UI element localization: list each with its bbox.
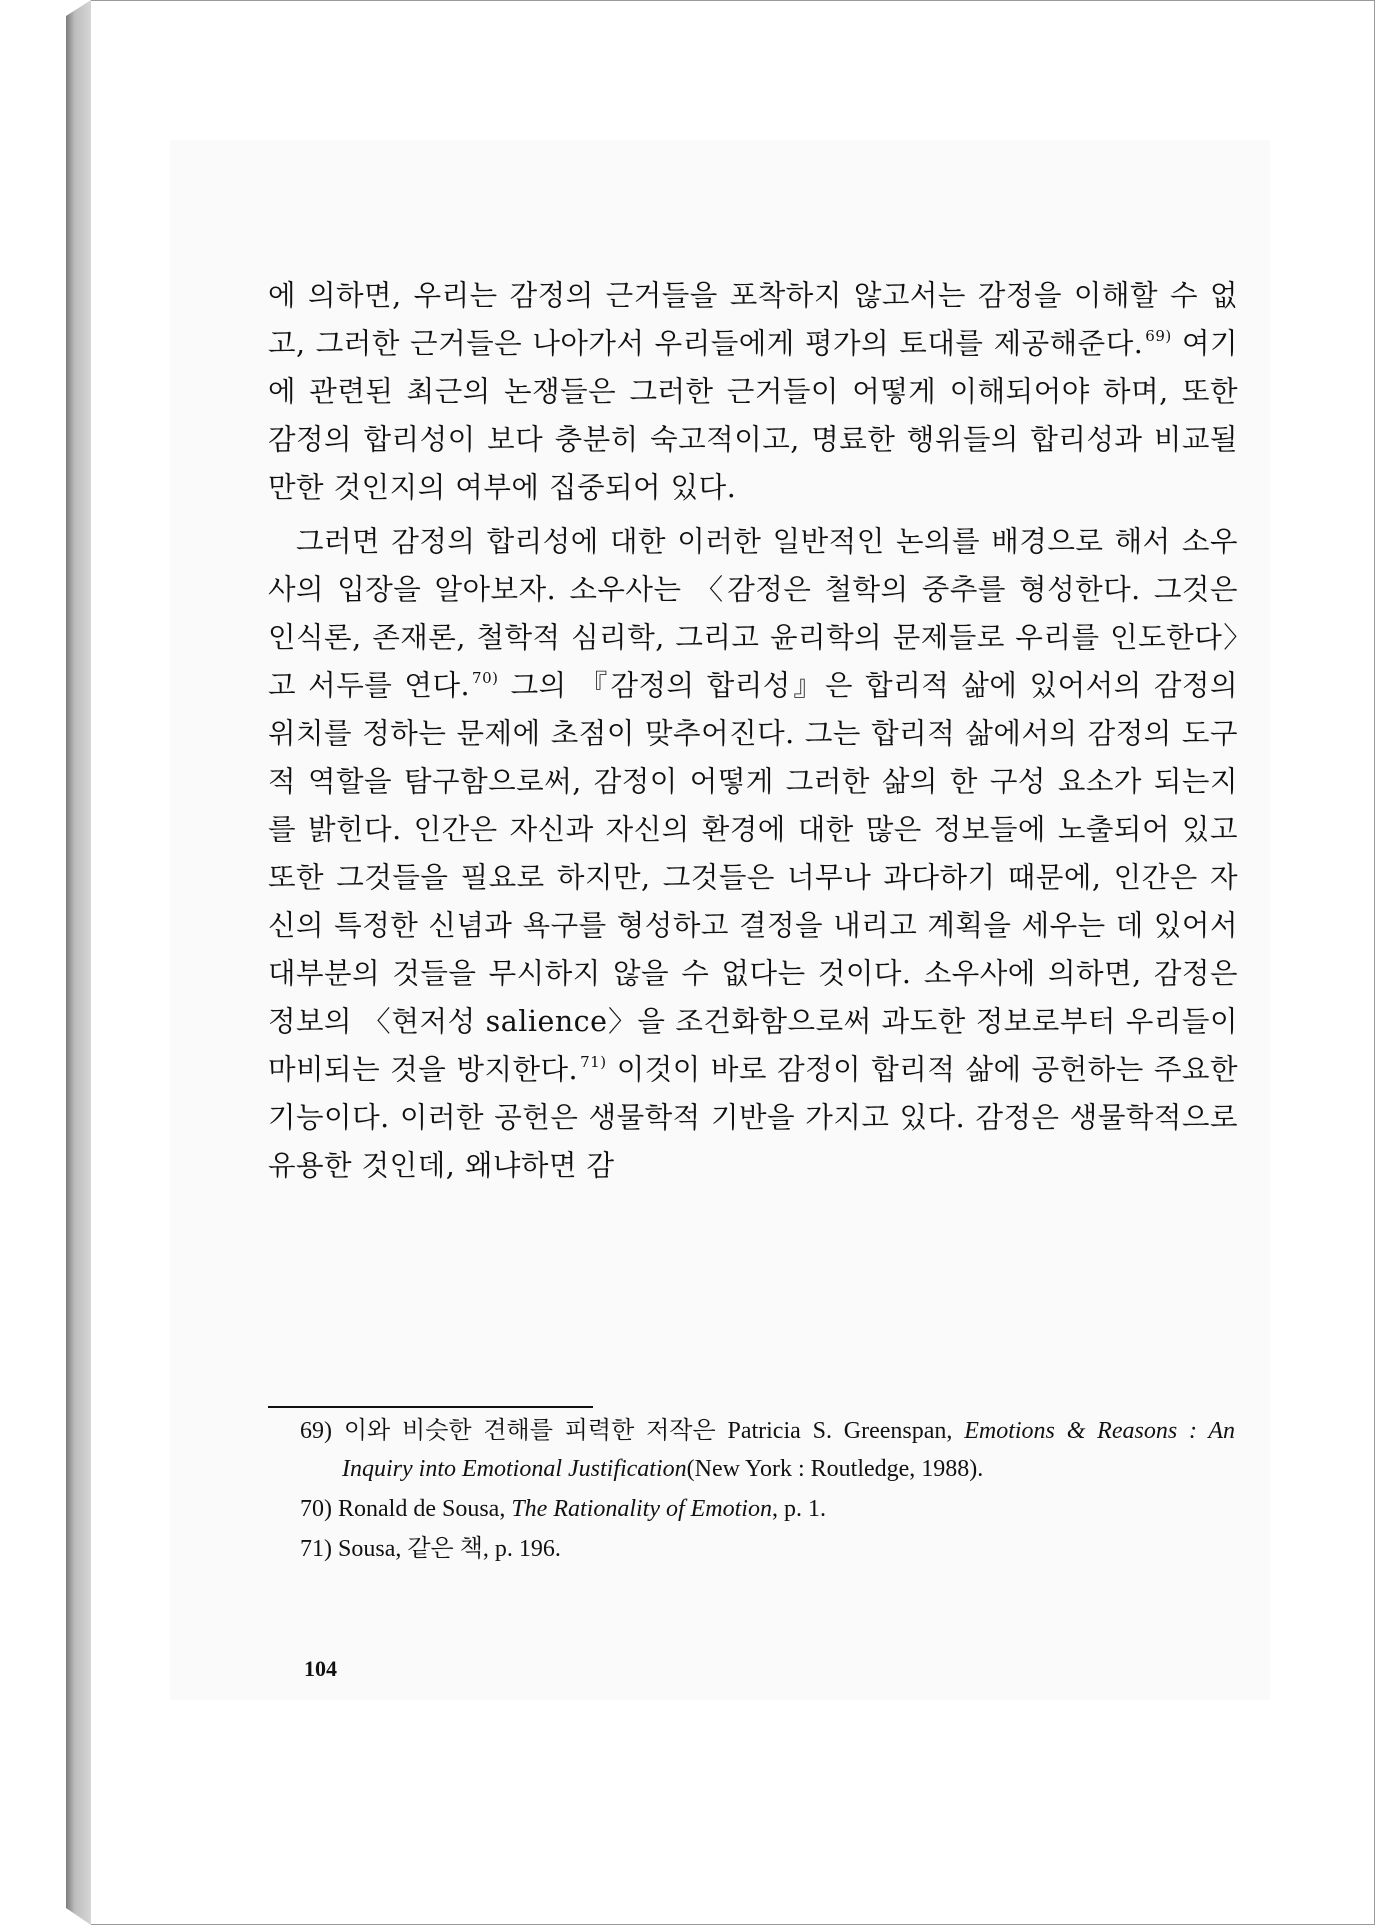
footnote-text: 이와 비슷한 견해를 피력한 저작은 Patricia S. Greenspan, — [343, 1418, 953, 1444]
footnote-number: 71) — [300, 1536, 332, 1562]
book-spine-edge — [66, 0, 91, 1925]
page-number: 104 — [304, 1656, 337, 1681]
footnote-title: Emotions & Reasons : An Inquiry into Emotional Justification — [342, 1418, 1236, 1482]
footnote-69 — [300, 1412, 1235, 1488]
footnote-70 — [300, 1490, 1235, 1528]
footnote-number: 69) — [300, 1418, 332, 1444]
footnote-divider — [268, 1406, 593, 1408]
footnotes — [300, 1412, 1235, 1570]
footnote-ref-71[interactable]: 71) — [580, 1053, 607, 1071]
body-text — [268, 272, 1238, 1190]
footnote-publication: p. 196. — [494, 1536, 561, 1562]
paragraph-2 — [268, 518, 1238, 1190]
paragraph-2-text-c: 이것이 바로 감정이 합리적 삶에 공헌하는 주요한 기능이다. 이러한 공헌은 생물학적 기반을 가지고 있다. 감정은 생물학적으로 유용한 것인데, 왜냐하면 감 — [268, 1053, 1238, 1182]
paragraph-2-text-a: 그러면 감정의 합리성에 대한 이러한 일반적인 논의를 배경으로 해서 소우사의 입장을 알아보자. 소우사는 〈감정은 철학의 중추를 형성한다. 그것은 인식론, 존재론, 철학적 심리학, 그리고 윤리학의 문제들로 우리를 인도한다〉고 서두를 연다. — [268, 525, 1238, 702]
footnote-text: Ronald de Sousa, — [338, 1496, 506, 1522]
footnote-publication: , p. 1. — [771, 1496, 826, 1522]
paragraph-1-text-b: 여기에 관련된 최근의 논쟁들은 그러한 근거들이 어떻게 이해되어야 하며, 또한 감정의 합리성이 보다 충분히 숙고적이고, 명료한 행위들의 합리성과 비교될 만한 것인지의 여부에 집중되어 있다. — [268, 327, 1238, 504]
paragraph-1 — [268, 272, 1238, 512]
footnote-ref-69[interactable]: 69) — [1145, 327, 1172, 345]
paragraph-2-text-b: 그의 『감정의 합리성』은 합리적 삶에 있어서의 감정의 위치를 정하는 문제에 초점이 맞추어진다. 그는 합리적 삶에서의 감정의 도구적 역할을 탐구함으로써, 감정이 어떻게 그러한 삶의 한 구성 요소가 되는지를 밝힌다. 인간은 자신과 자신의 환경에 대한 많은 정보들에 노출되어 있고 또한 그것들을 필요로 하지만, 그것들은 너무나 과다하기 때문에, 인간은 자신의 특정한 신념과 욕구를 형성하고 결정을 내리고 계획을 세우는 데 있어서 대부분의 것들을 무시하지 않을 수 없다는 것이다. 소우사에 의하면, 감정은 정보의 〈현저성 salience〉을 조건화함으로써 과도한 정보로부터 우리들이 마비되는 것을 방지한다. — [268, 669, 1238, 1086]
footnote-71 — [300, 1530, 1235, 1568]
footnote-number: 70) — [300, 1496, 332, 1522]
footnote-text: Sousa, 같은 책, — [338, 1536, 489, 1562]
footnote-publication: (New York : Routledge, 1988). — [686, 1456, 984, 1482]
paragraph-1-text-a: 에 의하면, 우리는 감정의 근거들을 포착하지 않고서는 감정을 이해할 수 없고, 그러한 근거들은 나아가서 우리들에게 평가의 토대를 제공해준다. — [268, 279, 1238, 360]
footnote-ref-70[interactable]: 70) — [472, 669, 499, 687]
footnote-title: The Rationality of Emotion — [511, 1496, 772, 1522]
